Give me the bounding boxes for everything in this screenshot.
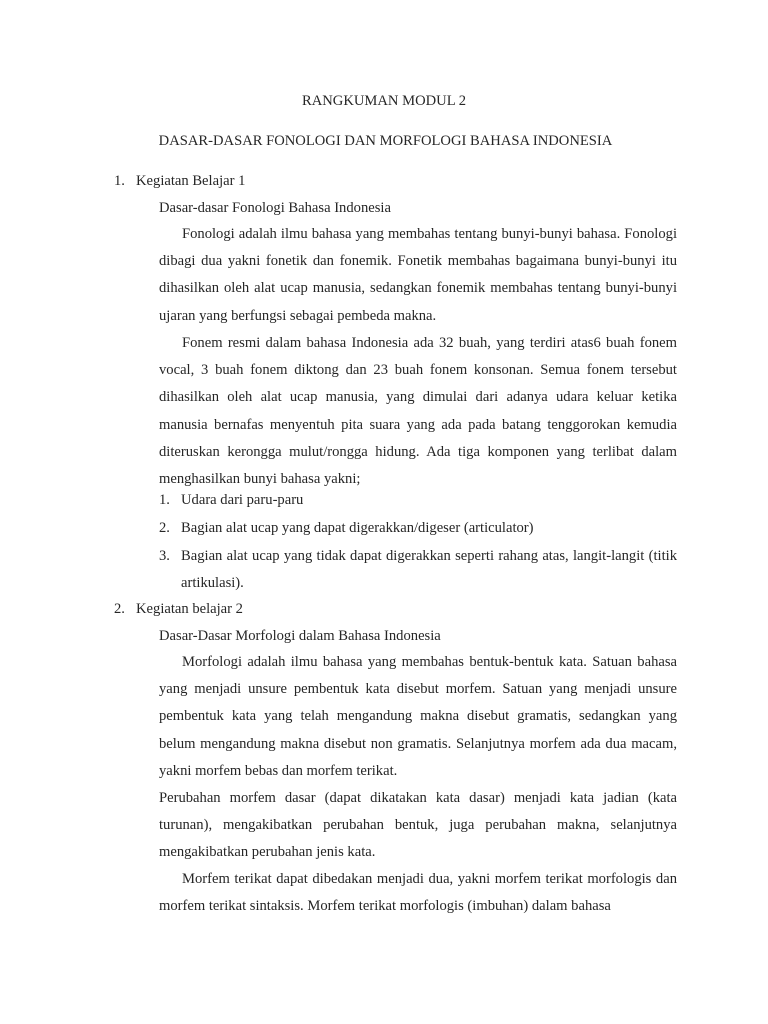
paragraph: Morfologi adalah ilmu bahasa yang membahas bentuk-bentuk kata. Satuan bahasa yang menjadi unsure pembentuk kata disebut morfem. Satuan yang menjadi unsure pembentuk kata yang telah mengandung makna disebut gramatis, sedangkan yang belum mengandung makna disebut non gramatis. Selanjutnya morfem ada dua macam, yakni morfem bebas dan morfem terikat. — [159, 654, 677, 779]
paragraph: Fonologi adalah ilmu bahasa yang membahas tentang bunyi-bunyi bahasa. Fonologi dibagi dua yakni fonetik dan fonemik. Fonetik membahas bagaimana bunyi-bunyi itu dihasilkan oleh alat ucap manusia, sedangkan fonemik membahas tentang bunyi-bunyi ujaran yang berfungsi sebagai pembeda makna. — [159, 226, 677, 324]
section-heading: Kegiatan Belajar 1 — [136, 173, 246, 189]
list-item — [159, 515, 677, 542]
section-subheading: Dasar-dasar Fonologi Bahasa Indonesia — [159, 200, 391, 216]
list-item-text: Bagian alat ucap yang tidak dapat digerakkan seperti rahang atas, langit-langit (titik artikulasi). — [181, 548, 677, 592]
section-subheading: Dasar-Dasar Morfologi dalam Bahasa Indonesia — [159, 628, 441, 644]
section-number: 2. — [114, 601, 125, 617]
section-heading: Kegiatan belajar 2 — [136, 601, 243, 617]
paragraph: Perubahan morfem dasar (dapat dikatakan kata dasar) menjadi kata jadian (kata turunan), mengakibatkan perubahan bentuk, juga perubahan makna, selanjutnya mengakibatkan perubahan jenis kata. — [159, 790, 677, 861]
list-item-number: 3. — [159, 548, 170, 564]
document-subtitle: DASAR-DASAR FONOLOGI DAN MORFOLOGI BAHASA INDONESIA — [158, 133, 613, 149]
list-item-text: Udara dari paru-paru — [181, 492, 304, 508]
paragraph: Morfem terikat dapat dibedakan menjadi dua, yakni morfem terikat morfologis dan morfem terikat sintaksis. Morfem terikat morfologis (imbuhan) dalam bahasa — [159, 871, 677, 915]
section-number: 1. — [114, 173, 125, 189]
list-item — [159, 487, 677, 514]
list-item-number: 2. — [159, 520, 170, 536]
list-item — [159, 543, 677, 597]
list-item-number: 1. — [159, 492, 170, 508]
list-item-text: Bagian alat ucap yang dapat digerakkan/digeser (articulator) — [181, 520, 534, 536]
document-title: RANGKUMAN MODUL 2 — [301, 93, 467, 109]
paragraph: Fonem resmi dalam bahasa Indonesia ada 32 buah, yang terdiri atas6 buah fonem vocal, 3 buah fonem diktong dan 23 buah fonem konsonan. Semua fonem tersebut dihasilkan oleh alat ucap manusia, yang dimulai dari adanya udara keluar ketika manusia bernafas menyentuh pita suara yang ada pada batang tenggorokan kemudia diteruskan kerongga mulut/rongga hidung. Ada tiga komponen yang terlibat dalam menghasilkan bunyi bahasa yakni; — [159, 335, 677, 488]
